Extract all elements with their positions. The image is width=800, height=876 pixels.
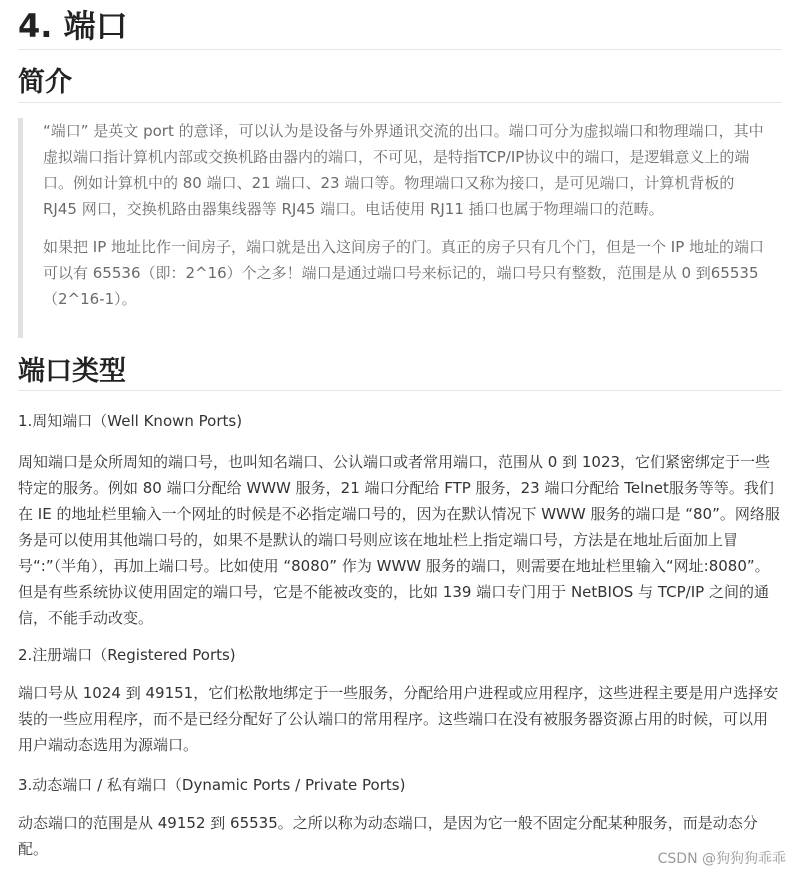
intro-paragraph-2: 如果把 IP 地址比作一间房子，端口就是出入这间房子的门。真正的房子只有几个门，但是一个 IP 地址的端口可以有 65536（即：2^16）个之多！端口是通过端口号来标记的，端口号只有整数，范围是从 0 到65535（2^16-1）。 [43,238,765,308]
registered-ports-body: 端口号从 1024 到 49151，它们松散地绑定于一些服务，分配给用户进程或应用程序，这些进程主要是用户选择安装的一些应用程序，而不是已经分配好了公认端口的常用程序。这些端口在没有被服务器资源占用的时候，可以用用户端动态选用为源端口。 [18,684,779,754]
well-known-ports-body: 周知端口是众所周知的端口号，也叫知名端口、公认端口或者常用端口，范围从 0 到 1023，它们紧密绑定于一些特定的服务。例如 80 端口分配给 WWW 服务，21 端口分配给 FTP 服务，23 端口分配给 Telnet服务等等。我们在 IE 的地址栏里输入一个网址的时候是不必指定端口号的，因为在默认情况下 WWW 服务的端口是 “80”。网络服务是可以使用其他端口号的，如果不是默认的端口号则应该在地址栏上指定端口号，方法是在地址后面加上冒号“:”（半角），再加上端口号。比如使用 “8080” 作为 WWW 服务的端口，则需要在地址栏里输入“网址:8080”。但是有些系统协议使用固定的端口号，它是不能被改变的，比如 139 端口专门用于 NetBIOS 与 TCP/IP 之间的通信，不能手动改变。 [18,453,780,627]
intro-divider [18,102,782,103]
registered-ports-title: 2.注册端口（Registered Ports) [18,646,236,664]
well-known-ports-title: 1.周知端口（Well Known Ports) [18,412,243,430]
dynamic-ports-title: 3.动态端口 / 私有端口（Dynamic Ports / Private Ports) [18,776,406,794]
dynamic-ports-body: 动态端口的范围是从 49152 到 65535。之所以称为动态端口，是因为它一般不固定分配某种服务，而是动态分配。 [18,814,758,858]
section-title-intro: 简介 [18,67,72,98]
watermark: CSDN @狗狗狗乖乖 [657,851,786,867]
port-types-divider [18,390,782,391]
page-title: 4. 端口 [18,7,128,45]
title-divider [18,49,782,50]
intro-blockquote [18,118,782,338]
intro-paragraph-1: “端口” 是英文 port 的意译，可以认为是设备与外界通讯交流的出口。端口可分为虚拟端口和物理端口，其中虚拟端口指计算机内部或交换机路由器内的端口，不可见，是特指TCP/IP协议中的端口，是逻辑意义上的端口。例如计算机中的 80 端口、21 端口、23 端口等。物理端口又称为接口，是可见端口，计算机背板的 RJ45 网口，交换机路由器集线器等 RJ45 端口。电话使用 RJ11 插口也属于物理端口的范畴。 [43,122,764,218]
section-title-port-types: 端口类型 [18,356,126,387]
